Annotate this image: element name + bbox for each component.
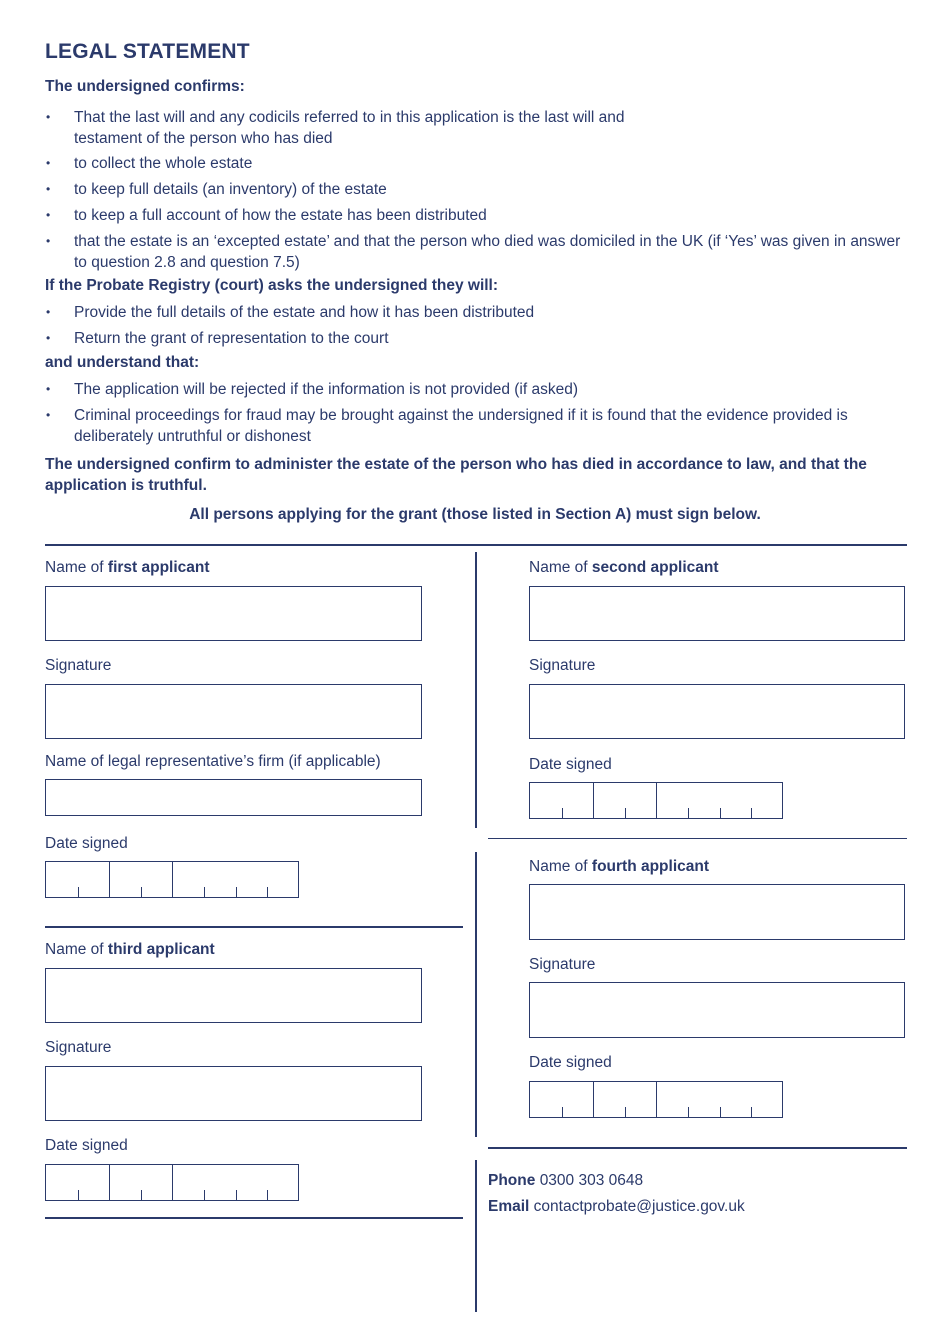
understand-heading: and understand that: xyxy=(45,354,200,371)
section-divider xyxy=(45,926,463,928)
third-applicant-label: Name of third applicant xyxy=(45,941,215,958)
column-divider xyxy=(475,1160,477,1312)
third-signature-label: Signature xyxy=(45,1039,112,1056)
list-item: • to keep full details (an inventory) of the estate xyxy=(45,179,905,200)
fourth-applicant-name-field[interactable] xyxy=(529,884,905,940)
section-divider xyxy=(488,1147,907,1149)
phone-number: 0300 303 0648 xyxy=(539,1172,644,1189)
registry-heading: If the Probate Registry (court) asks the undersigned they will: xyxy=(45,277,499,294)
column-divider xyxy=(475,852,477,1137)
confirms-list xyxy=(45,107,685,154)
first-applicant-name-field[interactable] xyxy=(45,586,422,641)
section-divider xyxy=(488,838,907,839)
fourth-date-label: Date signed xyxy=(529,1054,612,1071)
sign-note: All persons applying for the grant (those listed in Section A) must sign below. xyxy=(189,506,761,523)
first-signature-label: Signature xyxy=(45,657,112,674)
page-title: LEGAL STATEMENT xyxy=(45,40,250,63)
third-date-label: Date signed xyxy=(45,1137,128,1154)
list-item: • Return the grant of representation to the court xyxy=(45,328,905,349)
firm-name-field[interactable] xyxy=(45,779,422,816)
first-date-field[interactable] xyxy=(45,861,299,898)
third-date-field[interactable] xyxy=(45,1164,299,1201)
confirms-list-cont xyxy=(45,153,905,278)
understand-list xyxy=(45,379,905,452)
list-item: • Provide the full details of the estate and how it has been distributed xyxy=(45,302,905,323)
section-divider xyxy=(45,1217,463,1219)
second-applicant-name-field[interactable] xyxy=(529,586,905,641)
second-signature-label: Signature xyxy=(529,657,596,674)
email-line: Email contactprobate@justice.gov.uk xyxy=(488,1198,745,1215)
third-signature-field[interactable] xyxy=(45,1066,422,1121)
first-date-label: Date signed xyxy=(45,835,128,852)
confirm-statement: The undersigned confirm to administer the estate of the person who has died in accordance to law, and that the application is truthful. xyxy=(45,456,867,494)
second-signature-field[interactable] xyxy=(529,684,905,739)
fourth-signature-label: Signature xyxy=(529,956,596,973)
list-item: • That the last will and any codicils referred to in this application is the last will and testament of the person who has died xyxy=(45,107,685,149)
column-divider xyxy=(475,552,477,828)
section-divider xyxy=(45,544,907,546)
phone-line: Phone 0300 303 0648 xyxy=(488,1172,644,1189)
firm-label: Name of legal representative’s firm (if applicable) xyxy=(45,753,381,770)
fourth-applicant-label: Name of fourth applicant xyxy=(529,858,710,875)
list-item: • The application will be rejected if the information is not provided (if asked) xyxy=(45,379,905,400)
third-applicant-name-field[interactable] xyxy=(45,968,422,1023)
list-item: • to keep a full account of how the estate has been distributed xyxy=(45,205,905,226)
first-applicant-label: Name of first applicant xyxy=(45,559,210,576)
second-date-label: Date signed xyxy=(529,756,612,773)
second-applicant-label: Name of second applicant xyxy=(529,559,719,576)
confirms-heading: The undersigned confirms: xyxy=(45,78,245,95)
list-item: • to collect the whole estate xyxy=(45,153,905,174)
fourth-date-field[interactable] xyxy=(529,1081,783,1118)
list-item: • Criminal proceedings for fraud may be brought against the undersigned if it is found that the evidence provided is deliberately untruthful or dishonest xyxy=(45,405,905,447)
fourth-signature-field[interactable] xyxy=(529,982,905,1038)
registry-list xyxy=(45,302,905,354)
first-signature-field[interactable] xyxy=(45,684,422,739)
second-date-field[interactable] xyxy=(529,782,783,819)
list-item: • that the estate is an ‘excepted estate’ and that the person who died was domiciled in the UK (if ‘Yes’ was given in answer to question 2.8 and question 7.5) xyxy=(45,231,905,273)
email-address[interactable]: contactprobate@justice.gov.uk xyxy=(533,1198,745,1215)
